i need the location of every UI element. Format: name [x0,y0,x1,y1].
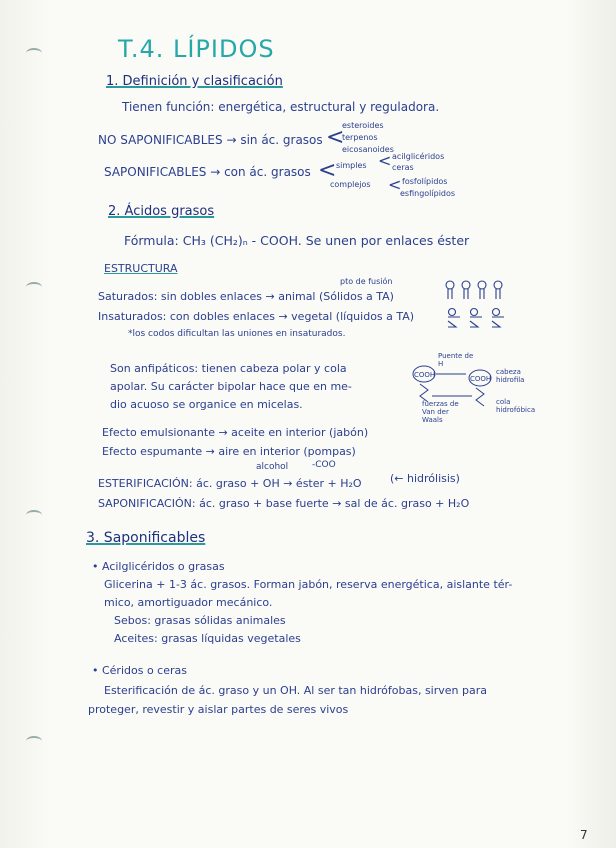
page-number: 7 [580,828,588,842]
pto-fusion-note: pto de fusión [340,277,393,286]
saturados-line: Saturados: sin dobles enlaces → animal (Sólidos a TA) [98,290,394,303]
hidrolisis-note: (← hidrólisis) [390,472,460,485]
esterificacion-line: ESTERIFICACIÓN: ác. graso + OH → éster + H₂O [98,477,362,490]
brace: < [318,158,337,183]
complejos-label: complejos [330,180,371,189]
anfipaticos-line-1: Son anfipáticos: tienen cabeza polar y cola [110,362,347,375]
insaturados-line: Insaturados: con dobles enlaces → vegetal (líquidos a TA) [98,310,415,323]
formula-text: Fórmula: CH₃ (CH₂)ₙ - COOH. Se unen por enlaces éster [124,233,470,248]
cooh-label: COOH [470,375,492,383]
acilgliceridos-title: • Acilglicéridos o grasas [92,560,225,573]
list-item: esteroides [342,121,384,130]
cola-label: cola hidrofóbica [496,398,536,414]
sebos-line: Sebos: grasas sólidas animales [114,614,286,627]
aceites-line: Aceites: grasas líquidas vegetales [114,632,301,645]
binder-hole [26,48,42,58]
cabeza-label: cabeza hidrofila [496,368,525,384]
saponificables-line: SAPONIFICABLES → con ác. grasos [104,165,311,179]
cooh-label: COOH [414,371,436,379]
emulsionante-line: Efecto emulsionante → aceite en interior (jabón) [102,426,369,439]
estructura-label: ESTRUCTURA [104,262,178,275]
ceras-line-1: Esterificación de ác. graso y un OH. Al ser tan hidrófobas, sirven para [104,684,487,697]
acilgliceridos-line-1: Glicerina + 1-3 ác. grasos. Forman jabón, reserva energética, aislante tér- [104,578,513,591]
list-item: esfingolípidos [400,189,456,198]
list-item: fosfolípidos [402,177,448,186]
coo-note: -COO [312,460,336,470]
section-3-heading: 3. Saponificables [86,530,206,546]
anfipaticos-line-2: apolar. Su carácter bipolar hace que en me- [110,380,352,393]
ceras-line-2: proteger, revestir y aislar partes de seres vivos [88,703,349,716]
binder-hole [26,736,42,746]
fatty-acid-icons [444,280,522,332]
simples-label: simples [336,161,367,170]
espumante-line: Efecto espumante → aire en interior (pompas) [102,445,356,458]
acilgliceridos-line-2: mico, amortiguador mecánico. [104,596,273,609]
section-1-heading: 1. Definición y clasificación [106,74,283,89]
list-item: acilglicéridos [392,152,445,161]
saponificacion-line: SAPONIFICACIÓN: ác. graso + base fuerte → sal de ác. graso + H₂O [98,497,470,510]
list-item: ceras [392,163,414,172]
brace: < [326,125,345,150]
brace: < [378,151,392,170]
brace: < [388,175,402,194]
fuerzas-label: fuerzas de Van der Waals [422,400,459,424]
section-2-heading: 2. Ácidos grasos [108,204,215,219]
no-saponificables-line: NO SAPONIFICABLES → sin ác. grasos [98,133,323,147]
binder-hole [26,282,42,292]
page-title: T.4. LÍPIDOS [118,35,275,63]
binder-hole [26,510,42,520]
anfipaticos-line-3: dio acuoso se organice en micelas. [110,398,303,411]
list-item: terpenos [342,133,378,142]
codos-note: *los codos dificultan las uniones en insaturados. [128,329,346,339]
ceras-title: • Céridos o ceras [92,664,187,677]
alcohol-note: alcohol [256,462,289,472]
intro-text: Tienen función: energética, estructural y reguladora. [122,100,440,114]
puente-h-label: Puente de H [438,352,474,368]
list-item: eicosanoides [342,145,394,154]
